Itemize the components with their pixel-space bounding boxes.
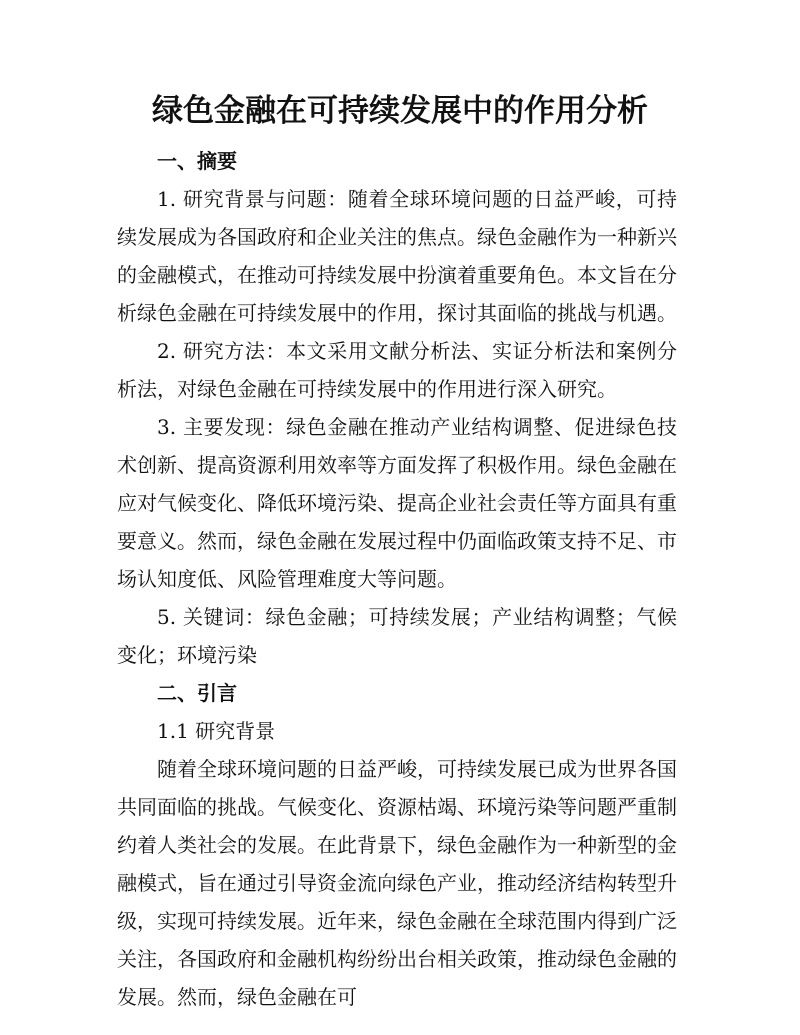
document-body bbox=[117, 142, 677, 1016]
paragraph-introduction: 随着全球环境问题的日益严峻，可持续发展已成为世界各国共同面临的挑战。气候变化、资源枯竭、环境污染等问题严重制约着人类社会的发展。在此背景下，绿色金融作为一种新型的金融模式，旨在通过引导资金流向绿色产业，推动经济结构转型升级，实现可持续发展。近年来，绿色金融在全球范围内得到广泛关注，各国政府和金融机构纷纷出台相关政策，推动绿色金融的发展。然而，绿色金融在可 bbox=[117, 757, 677, 1009]
document-title: 绿色金融在可持续发展中的作用分析 bbox=[152, 93, 648, 129]
section-heading-introduction: 二、引言 bbox=[157, 681, 237, 705]
paragraph-research-background: 1. 研究背景与问题：随着全球环境问题的日益严峻，可持续发展成为各国政府和企业关注的焦点。绿色金融作为一种新兴的金融模式，在推动可持续发展中扮演着重要角色。本文旨在分析绿色金融在可持续发展中的作用，探讨其面临的挑战与机遇。 bbox=[117, 187, 677, 325]
paragraph-keywords: 5. 关键词：绿色金融；可持续发展；产业结构调整；气候变化；环境污染 bbox=[117, 605, 677, 667]
section-heading-abstract: 一、摘要 bbox=[157, 149, 237, 173]
paragraph-research-method: 2. 研究方法：本文采用文献分析法、实证分析法和案例分析法，对绿色金融在可持续发展中的作用进行深入研究。 bbox=[117, 339, 677, 401]
paragraph-main-findings: 3. 主要发现：绿色金融在推动产业结构调整、促进绿色技术创新、提高资源利用效率等方面发挥了积极作用。绿色金融在应对气候变化、降低环境污染、提高企业社会责任等方面具有重要意义。然而，绿色金融在发展过程中仍面临政策支持不足、市场认知度低、风险管理难度大等问题。 bbox=[117, 415, 677, 591]
subsection-heading-background: 1.1 研究背景 bbox=[157, 719, 276, 743]
